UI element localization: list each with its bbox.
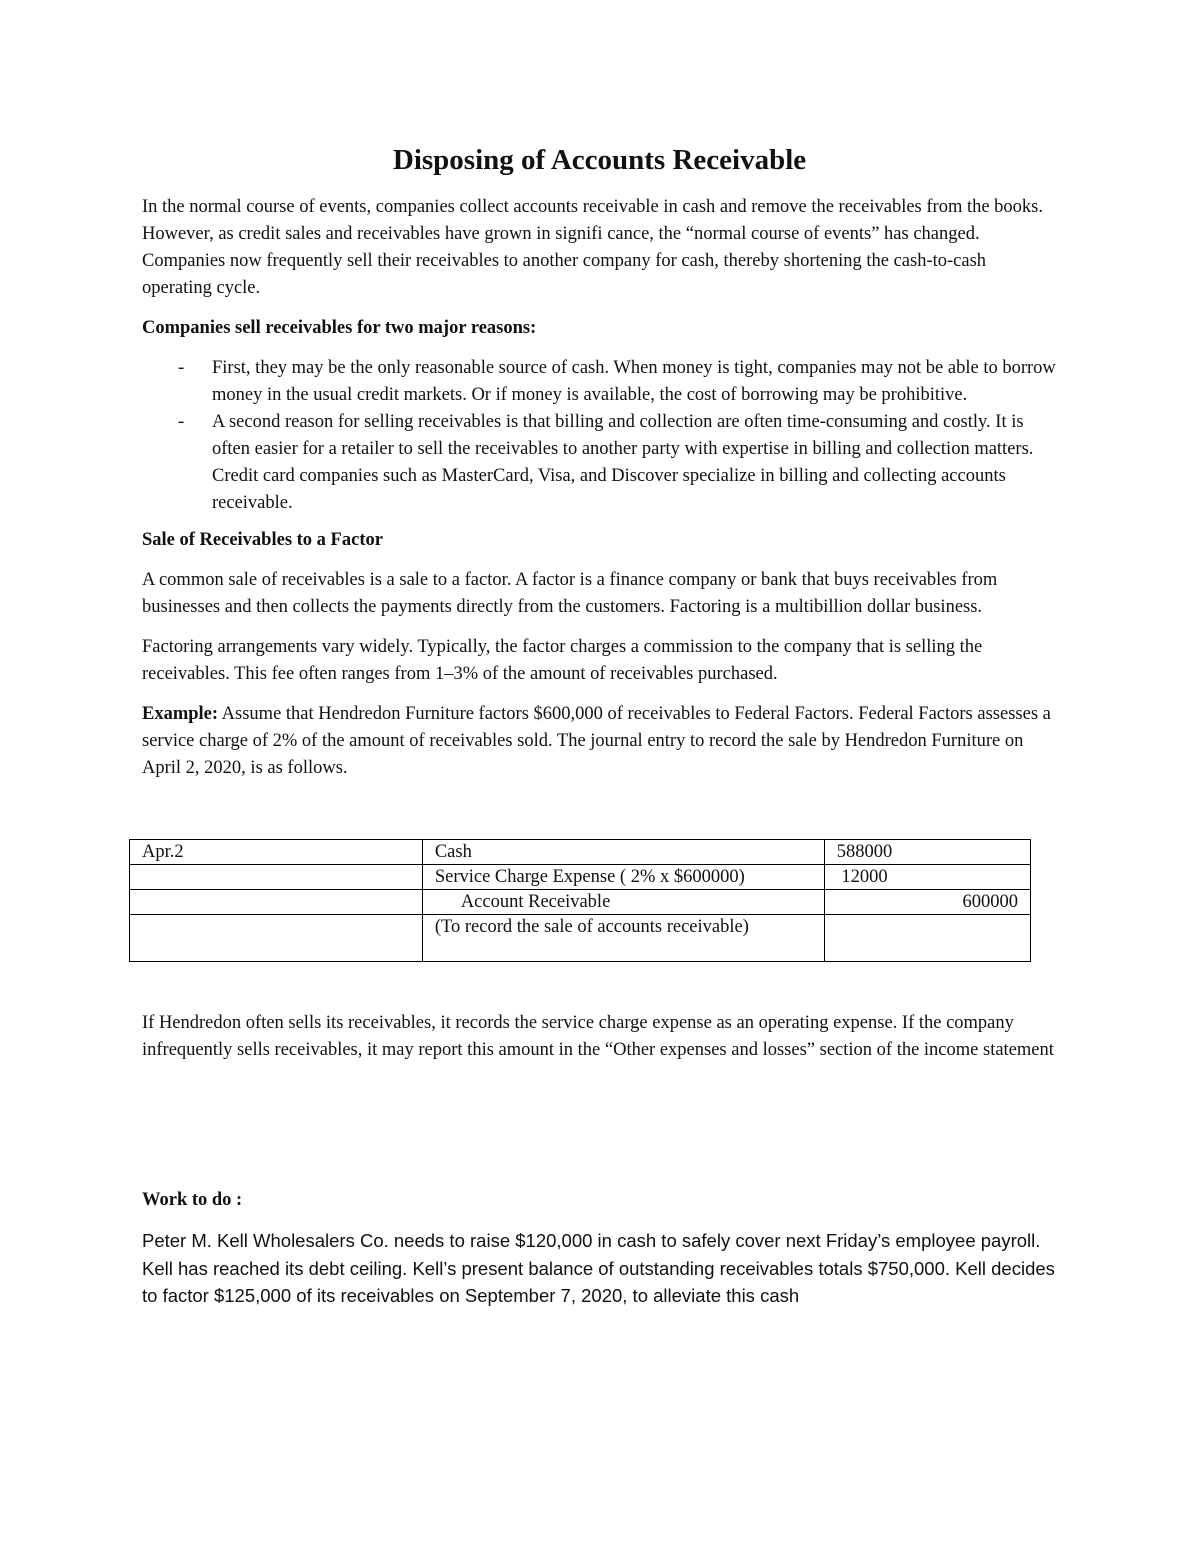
date-cell: Apr.2 xyxy=(130,840,423,865)
debit-cell: 588000 xyxy=(824,840,1030,865)
narration-cell: (To record the sale of accounts receivable) xyxy=(422,915,824,962)
date-cell xyxy=(130,865,423,890)
reasons-heading: Companies sell receivables for two major reasons: xyxy=(142,318,537,338)
table-row xyxy=(130,865,1031,890)
factor-paragraph-2: Factoring arrangements vary widely. Typically, the factor charges a commission to the company that is selling the receivables. This fee often ranges from 1–3% of the amount of receivables purchased. xyxy=(142,637,983,684)
factor-heading: Sale of Receivables to a Factor xyxy=(142,530,383,550)
dash-bullet: - xyxy=(178,358,185,378)
factor-paragraph-1: A common sale of receivables is a sale to a factor. A factor is a finance company or bank that buys receivables from businesses and then collects the payments directly from the customers. Factoring is a multibillion dollar business. xyxy=(142,570,998,617)
list-item-text: A second reason for selling receivables is that billing and collection are often time-consuming and costly. It is often easier for a retailer to sell the receivables to another party with expertise in billing and collection matters. Credit card companies such as MasterCard, Visa, and Discover specialize in billing and collecting accounts receivable. xyxy=(212,412,1034,513)
date-cell xyxy=(130,915,423,962)
table-row xyxy=(130,890,1031,915)
example-paragraph xyxy=(142,701,1057,782)
work-heading: Work to do : xyxy=(142,1190,243,1210)
after-table-paragraph: If Hendredon often sells its receivables, it records the service charge expense as an operating expense. If the company infrequently sells receivables, it may report this amount in the “Other expenses and losses” section of the income statement xyxy=(142,1013,1054,1060)
table-row xyxy=(130,915,1031,962)
list-item xyxy=(142,409,1057,517)
intro-paragraph: In the normal course of events, companies collect accounts receivable in cash and remove the receivables from the books. However, as credit sales and receivables have grown in signifi cance, the “normal course of events” has changed. Companies now frequently sell their receivables to another company for cash, thereby shortening the cash-to-cash operating cycle. xyxy=(142,197,1044,298)
credit-cell: 600000 xyxy=(824,890,1030,915)
table-row xyxy=(130,840,1031,865)
date-cell xyxy=(130,890,423,915)
account-cell: Account Receivable xyxy=(422,890,824,915)
journal-entry-table xyxy=(129,839,1031,962)
document-title: Disposing of Accounts Receivable xyxy=(392,144,807,176)
reasons-list xyxy=(142,355,1057,517)
example-text: Assume that Hendredon Furniture factors $600,000 of receivables to Federal Factors. Federal Factors assesses a service charge of 2% of the amount of receivables sold. The journal entry to record the sale by Hendredon Furniture on April 2, 2020, is as follows. xyxy=(142,704,1051,778)
list-item-text: First, they may be the only reasonable source of cash. When money is tight, companies may not be able to borrow money in the usual credit markets. Or if money is available, the cost of borrowing may be prohibitive. xyxy=(212,358,1056,405)
debit-cell xyxy=(824,915,1030,962)
debit-cell: 12000 xyxy=(824,865,1030,890)
document-page xyxy=(142,140,1057,1323)
account-cell: Service Charge Expense ( 2% x $600000) xyxy=(422,865,824,890)
example-label: Example: xyxy=(142,704,219,724)
work-paragraph: Peter M. Kell Wholesalers Co. needs to raise $120,000 in cash to safely cover next Friday’s employee payroll. Kell has reached its debt ceiling. Kell’s present balance of outstanding receivables totals $750,000. Kell decides to factor $125,000 of its receivables on September 7, 2020, to alleviate this cash xyxy=(142,1230,1055,1306)
list-item xyxy=(142,355,1057,409)
dash-bullet: - xyxy=(178,412,185,432)
account-cell: Cash xyxy=(422,840,824,865)
